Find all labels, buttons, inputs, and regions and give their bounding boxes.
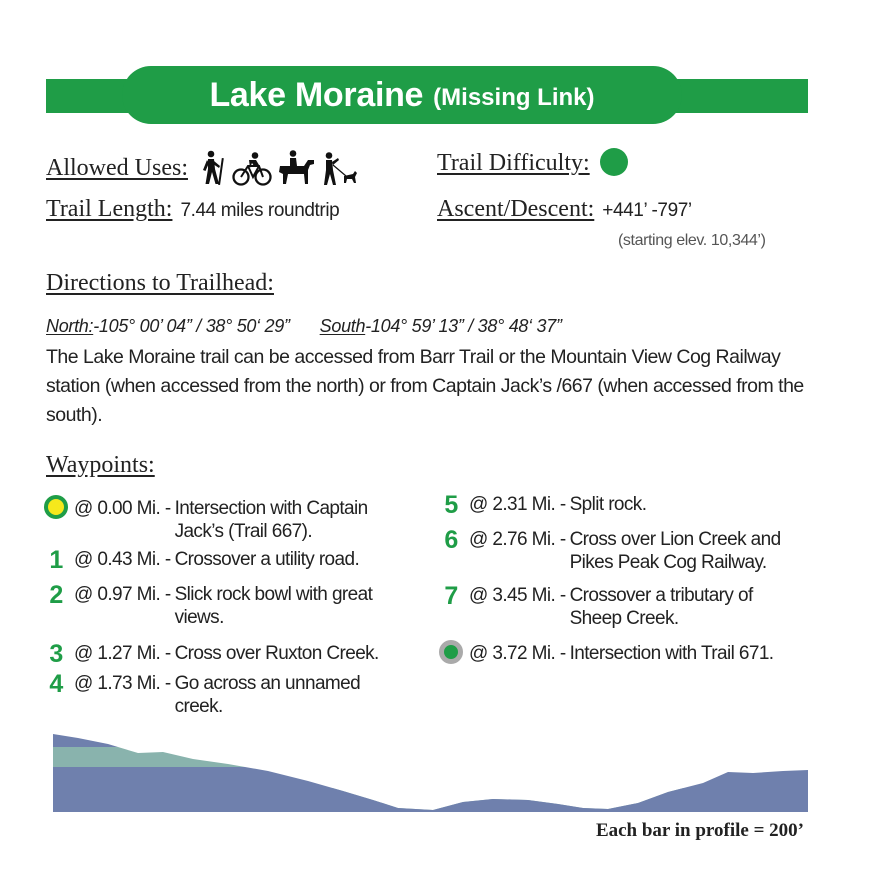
waypoint-mile: @ 1.27 Mi. - — [74, 643, 171, 664]
ascent-descent-label: Ascent/Descent: — [437, 196, 595, 222]
waypoint-mile: @ 2.31 Mi. - — [469, 494, 566, 515]
waypoint-number: 5 — [444, 491, 458, 519]
waypoint-4 — [42, 672, 360, 718]
bicycle-icon — [232, 152, 272, 186]
ascent-descent — [437, 196, 692, 223]
difficulty-green-circle-icon — [600, 148, 628, 176]
waypoint-desc: Crossover a utility road. — [174, 549, 360, 570]
waypoint-mile: @ 0.43 Mi. - — [74, 549, 171, 570]
waypoint-desc: Crossover a tributary of — [569, 585, 753, 606]
trail-difficulty — [437, 150, 628, 177]
waypoint-number: 3 — [49, 640, 63, 668]
waypoint-mile: @ 1.73 Mi. - — [74, 673, 171, 694]
waypoint-3 — [42, 642, 379, 666]
south-coords: -104° 59’ 13” / 38° 48‘ 37” — [365, 316, 562, 336]
profile-caption: Each bar in profile = 200’ — [595, 820, 804, 841]
trailhead-end-icon — [439, 640, 463, 664]
waypoint-7 — [437, 584, 753, 630]
north-label: North: — [46, 316, 94, 336]
waypoint-mile: @ 2.76 Mi. - — [469, 529, 566, 550]
hiker-icon — [200, 150, 228, 186]
trail-subtitle: (Missing Link) — [433, 84, 595, 111]
trail-difficulty-label: Trail Difficulty: — [437, 150, 590, 176]
trail-title: Lake Moraine — [209, 75, 424, 114]
waypoint-6 — [437, 528, 781, 574]
waypoint-desc-line2: creek. — [174, 696, 223, 717]
waypoint-desc: Slick rock bowl with great — [174, 584, 373, 605]
waypoint-desc-line2: Sheep Creek. — [569, 608, 679, 629]
waypoint-desc: Cross over Ruxton Creek. — [174, 643, 379, 664]
north-coords: -105° 00’ 04” / 38° 50‘ 29” — [93, 316, 290, 336]
dog-walker-icon — [320, 152, 358, 186]
waypoint-mile: @ 0.97 Mi. - — [74, 584, 171, 605]
elevation-profile — [53, 728, 808, 812]
waypoint-number: 6 — [444, 526, 458, 554]
waypoint-mile: @ 0.00 Mi. - — [74, 498, 171, 519]
waypoint-desc: Cross over Lion Creek and — [569, 529, 781, 550]
trail-length — [46, 196, 339, 223]
waypoint-desc: Intersection with Captain — [174, 498, 368, 519]
waypoint-number: 1 — [49, 546, 63, 574]
waypoint-desc: Go across an unnamed — [174, 673, 361, 694]
waypoint-5 — [437, 493, 646, 517]
waypoint-desc-line2: Jack’s (Trail 667). — [174, 521, 313, 542]
directions-text: The Lake Moraine trail can be accessed from Barr Trail or the Mountain View Cog Railway station (when accessed from the north) or from Captain Jack’s /667 (when accessed from the south). — [46, 346, 804, 426]
waypoint-end — [437, 642, 773, 665]
horse-rider-icon — [276, 150, 316, 186]
waypoint-desc-line2: Pikes Peak Cog Railway. — [569, 552, 767, 573]
allowed-uses — [46, 150, 358, 186]
ascent-descent-value: +441’ -797’ — [602, 200, 692, 221]
south-label: South — [319, 316, 366, 336]
waypoint-number: 7 — [444, 582, 458, 610]
waypoint-mile: @ 3.45 Mi. - — [469, 585, 566, 606]
waypoint-desc: Split rock. — [569, 494, 647, 515]
waypoint-start — [42, 497, 368, 543]
waypoint-number: 2 — [49, 581, 63, 609]
title-banner — [122, 66, 682, 124]
waypoint-mile: @ 3.72 Mi. - — [469, 643, 566, 664]
allowed-uses-label: Allowed Uses: — [46, 154, 188, 181]
starting-elevation: (starting elev. 10,344’) — [618, 232, 766, 249]
waypoints-heading: Waypoints: — [46, 452, 155, 478]
waypoint-desc: Intersection with Trail 671. — [569, 643, 774, 664]
allowed-uses-icons — [200, 150, 358, 186]
waypoint-1 — [42, 548, 359, 572]
waypoint-desc-line2: views. — [174, 607, 224, 628]
trail-length-value: 7.44 miles roundtrip — [180, 200, 340, 221]
waypoint-2 — [42, 583, 372, 629]
trailhead-start-icon — [44, 495, 68, 519]
coordinates — [46, 316, 562, 337]
directions-heading: Directions to Trailhead: — [46, 270, 274, 296]
waypoint-number: 4 — [49, 670, 63, 698]
trail-length-label: Trail Length: — [46, 196, 173, 222]
